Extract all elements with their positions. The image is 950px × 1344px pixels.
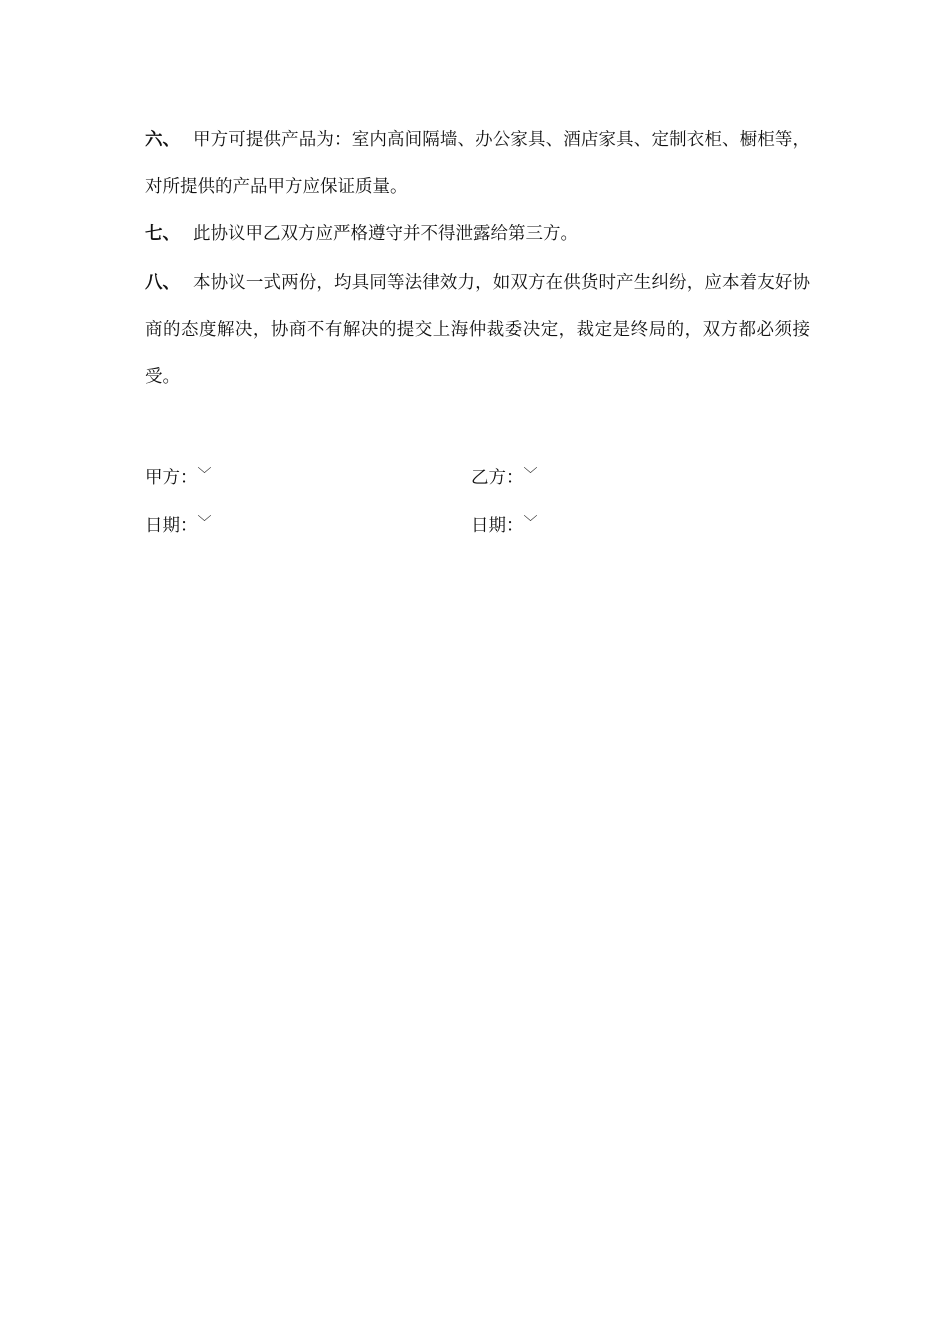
blank-mark: ﹀: [197, 467, 212, 483]
party-a-label: 甲方：: [145, 468, 198, 488]
clause-text: 甲方可提供产品为：室内高间隔墙、办公家具、酒店家具、定制衣柜、橱柜等，对所提供的产品甲方应保证质量。: [145, 130, 810, 197]
clause-six: [145, 117, 810, 211]
party-b-signature: [471, 463, 538, 490]
party-a-date: [145, 511, 212, 538]
clause-number: 六、: [145, 130, 180, 150]
date-b-label: 日期：: [471, 516, 524, 536]
clause-seven: [145, 211, 810, 258]
blank-mark: ﹀: [523, 467, 538, 483]
blank-mark: ﹀: [197, 515, 212, 531]
clause-text: 本协议一式两份，均具同等法律效力，如双方在供货时产生纠纷，应本着友好协商的态度解决，协商不有解决的提交上海仲裁委决定，裁定是终局的，双方都必须接受。: [145, 273, 810, 387]
party-b-date: [471, 511, 538, 538]
party-b-label: 乙方：: [471, 468, 524, 488]
party-a-signature: [145, 463, 212, 490]
clause-text: 此协议甲乙双方应严格遵守并不得泄露给第三方。: [193, 224, 578, 244]
date-a-label: 日期：: [145, 516, 198, 536]
blank-mark: ﹀: [523, 515, 538, 531]
clause-number: 八、: [145, 273, 180, 293]
clause-number: 七、: [145, 224, 180, 244]
clause-eight: [145, 260, 810, 401]
